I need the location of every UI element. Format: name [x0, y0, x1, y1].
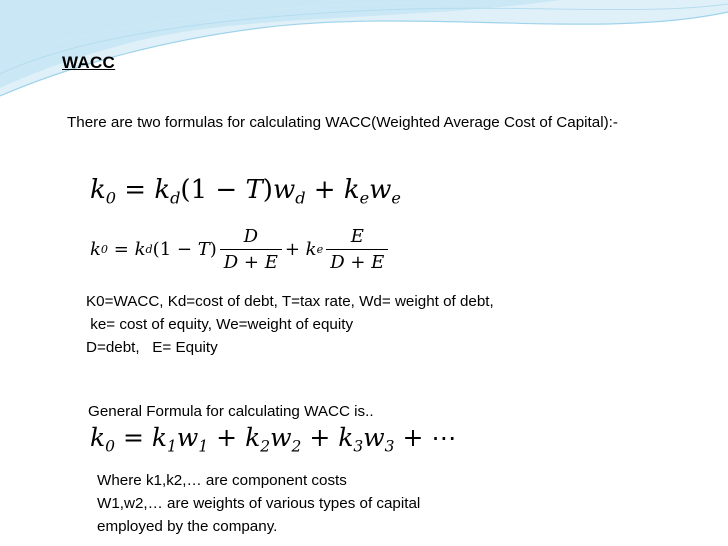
slide-title: WACC: [62, 53, 116, 72]
fraction-debt: $\frac{D}{D + E}$: [220, 226, 282, 273]
wacc-formula-1: $k_0 = k_d(1 - T)w_d + k_ew_e$: [90, 175, 401, 208]
intro-text: There are two formulas for calculating WACC(Weighted Average Cost of Capital):-: [67, 114, 618, 131]
definition-line: D=debt, E= Equity: [86, 339, 218, 356]
definition-line: K0=WACC, Kd=cost of debt, T=tax rate, Wd= weight of debt,: [86, 293, 494, 310]
wacc-formula-2: k 0 = k d (1 − T ) $\frac{D}{D + E}$ + k e $\frac{E}{D + E}$: [90, 222, 391, 277]
wacc-general-formula: $k_0 = k_1w_1 + k_2w_2 + k_3w_3$ + ⋯: [90, 423, 457, 456]
definition-line: ke= cost of equity, We=weight of equity: [86, 316, 354, 333]
definitions-block: [86, 290, 494, 359]
note-line: W1,w2,… are weights of various types of capital: [97, 495, 421, 512]
note-line: employed by the company.: [97, 518, 278, 535]
general-formula-label: General Formula for calculating WACC is..: [88, 403, 374, 420]
fraction-equity: $\frac{E}{D + E}$: [326, 226, 388, 273]
note-line: Where k1,k2,… are component costs: [97, 472, 347, 489]
notes-block: [97, 469, 420, 538]
